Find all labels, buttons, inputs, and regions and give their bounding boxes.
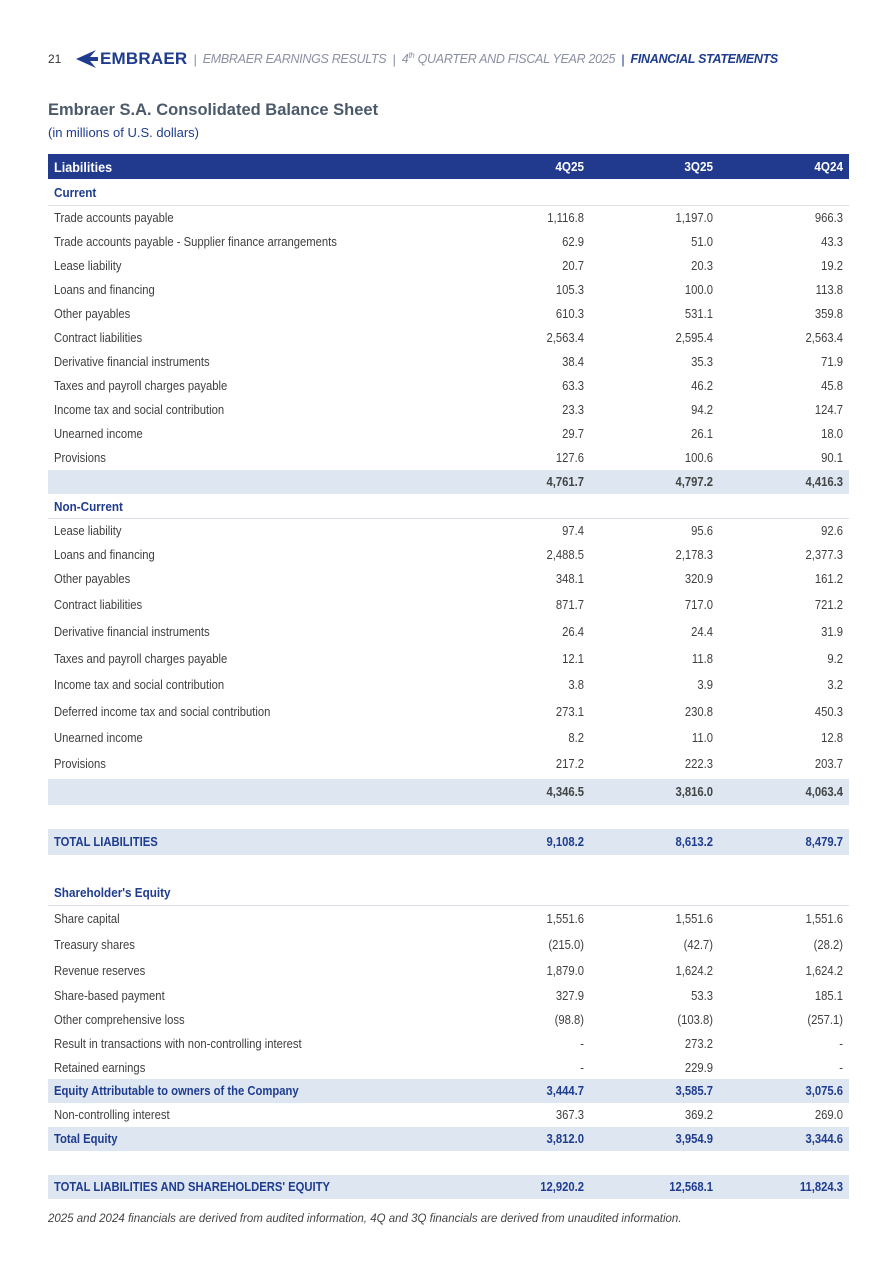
footnote: 2025 and 2024 financials are derived from audited information, 4Q and 3Q financials are derived from unaudited information. bbox=[48, 1213, 682, 1225]
table-row bbox=[48, 302, 849, 326]
row-label: Income tax and social contribution bbox=[54, 678, 225, 692]
value-4q25: 63.3 bbox=[562, 379, 584, 393]
row-label: Share capital bbox=[54, 911, 120, 926]
value-4q25: 12.1 bbox=[562, 651, 584, 666]
row-label: TOTAL LIABILITIES AND SHAREHOLDERS' EQUITY bbox=[54, 1180, 331, 1194]
value-4q24: (28.2) bbox=[813, 937, 843, 952]
table-row bbox=[48, 567, 849, 591]
row-label: Treasury shares bbox=[54, 937, 135, 952]
table-row bbox=[48, 645, 849, 672]
value-4q25: 367.3 bbox=[555, 1108, 584, 1122]
value-4q25: 327.9 bbox=[555, 989, 584, 1003]
column-header-4q24: 4Q24 bbox=[814, 159, 843, 174]
value-4q25: 8.2 bbox=[568, 731, 584, 745]
value-3q25: 11.0 bbox=[691, 731, 713, 745]
value-3q25: (42.7) bbox=[683, 937, 713, 952]
value-4q25: 3.8 bbox=[568, 678, 584, 692]
value-3q25: 100.6 bbox=[684, 451, 713, 465]
value-4q24: (257.1) bbox=[807, 1013, 843, 1027]
row-label: Current bbox=[54, 184, 97, 200]
row-label: Provisions bbox=[54, 757, 106, 771]
value-3q25: 320.9 bbox=[684, 572, 713, 586]
value-4q24: 2,563.4 bbox=[805, 331, 843, 345]
table-row bbox=[48, 206, 849, 230]
table-row bbox=[48, 1056, 849, 1079]
value-4q24: - bbox=[839, 1060, 843, 1075]
row-label: Taxes and payroll charges payable bbox=[54, 651, 228, 666]
table-row bbox=[48, 398, 849, 422]
value-3q25: 531.1 bbox=[684, 307, 713, 321]
value-4q24: 3,344.6 bbox=[805, 1132, 843, 1146]
value-4q25: 3,812.0 bbox=[546, 1132, 584, 1146]
header-period bbox=[402, 51, 615, 66]
value-4q24: 92.6 bbox=[821, 524, 843, 538]
value-4q25: 62.9 bbox=[562, 235, 584, 249]
row-label: Contract liabilities bbox=[54, 598, 143, 612]
table-row bbox=[48, 543, 849, 567]
row-label: Other payables bbox=[54, 307, 131, 321]
section-heading-equity bbox=[48, 879, 849, 906]
value-3q25: 24.4 bbox=[691, 625, 713, 639]
value-3q25: 3,816.0 bbox=[675, 785, 713, 799]
value-4q24: 966.3 bbox=[814, 211, 843, 225]
value-4q24: 9.2 bbox=[827, 651, 843, 666]
value-4q24: 161.2 bbox=[814, 572, 843, 586]
table-row bbox=[48, 672, 849, 698]
row-label: Share-based payment bbox=[54, 989, 165, 1003]
value-4q25: 26.4 bbox=[562, 625, 584, 639]
table-row bbox=[48, 984, 849, 1008]
balance-sheet-table bbox=[48, 154, 849, 1199]
table-row bbox=[48, 278, 849, 302]
value-3q25: (103.8) bbox=[677, 1013, 713, 1027]
value-4q25: 610.3 bbox=[555, 307, 584, 321]
value-4q25: 29.7 bbox=[562, 427, 584, 441]
row-label: Equity Attributable to owners of the Company bbox=[54, 1084, 299, 1098]
value-3q25: 12,568.1 bbox=[669, 1180, 713, 1194]
value-4q25: 871.7 bbox=[555, 598, 584, 612]
value-3q25: 273.2 bbox=[684, 1037, 713, 1051]
row-label: Shareholder's Equity bbox=[54, 884, 171, 900]
row-label: Income tax and social contribution bbox=[54, 403, 225, 417]
logo-text: EMBRAER bbox=[100, 49, 188, 68]
value-3q25: 100.0 bbox=[684, 283, 713, 297]
total-liabilities-row bbox=[48, 829, 849, 855]
row-label: Lease liability bbox=[54, 259, 122, 273]
equity-attributable-row bbox=[48, 1079, 849, 1103]
value-4q25: 4,761.7 bbox=[546, 475, 584, 489]
header-separator: | bbox=[621, 51, 625, 67]
value-4q25: 20.7 bbox=[562, 259, 584, 273]
value-4q25: (215.0) bbox=[548, 937, 584, 952]
table-row bbox=[48, 1008, 849, 1032]
value-4q24: 185.1 bbox=[814, 989, 843, 1003]
value-4q25: 105.3 bbox=[555, 283, 584, 297]
table-row bbox=[48, 751, 849, 777]
value-4q24: 269.0 bbox=[814, 1108, 843, 1122]
value-4q24: 4,063.4 bbox=[805, 785, 843, 799]
value-3q25: 230.8 bbox=[684, 704, 713, 719]
row-label: Derivative financial instruments bbox=[54, 355, 210, 369]
value-4q25: 217.2 bbox=[555, 757, 584, 771]
value-4q24: 11,824.3 bbox=[799, 1180, 843, 1194]
value-3q25: 46.2 bbox=[691, 379, 713, 393]
value-4q25: 97.4 bbox=[562, 524, 584, 538]
value-4q24: 203.7 bbox=[814, 757, 843, 771]
value-3q25: 26.1 bbox=[691, 427, 713, 441]
value-4q25: 127.6 bbox=[555, 451, 584, 465]
table-row bbox=[48, 326, 849, 350]
noncontrolling-interest-row bbox=[48, 1103, 849, 1127]
value-4q24: - bbox=[839, 1037, 843, 1051]
value-4q25: 9,108.2 bbox=[546, 835, 584, 849]
value-3q25: 94.2 bbox=[691, 403, 713, 417]
value-3q25: 2,178.3 bbox=[675, 548, 713, 562]
header-period-text: QUARTER AND FISCAL YEAR 2025 bbox=[414, 52, 616, 67]
table-row bbox=[48, 350, 849, 374]
value-4q25: 4,346.5 bbox=[546, 785, 584, 799]
value-4q24: 71.9 bbox=[821, 355, 843, 369]
value-4q25: 23.3 bbox=[562, 403, 584, 417]
header-period-number: 4 bbox=[401, 52, 409, 67]
row-label: Deferred income tax and social contribution bbox=[54, 704, 271, 719]
header-period-sup: th bbox=[408, 51, 415, 61]
embraer-arrow-icon bbox=[74, 49, 98, 69]
table-row bbox=[48, 1032, 849, 1056]
value-4q24: 721.2 bbox=[814, 598, 843, 612]
row-label: Other comprehensive loss bbox=[54, 1013, 185, 1027]
value-3q25: 3,585.7 bbox=[675, 1084, 713, 1098]
row-label: Trade accounts payable - Supplier finance arrangements bbox=[54, 235, 337, 249]
value-3q25: 35.3 bbox=[691, 355, 713, 369]
value-4q25: 2,488.5 bbox=[546, 548, 584, 562]
table-row bbox=[48, 931, 849, 958]
row-label: Non-Current bbox=[54, 498, 123, 514]
column-header-label: Liabilities bbox=[54, 158, 113, 175]
table-row bbox=[48, 519, 849, 543]
row-label: Unearned income bbox=[54, 731, 143, 745]
row-label: Other payables bbox=[54, 572, 131, 586]
value-4q24: 2,377.3 bbox=[805, 548, 843, 562]
value-4q24: 3.2 bbox=[827, 678, 843, 692]
value-3q25: 3,954.9 bbox=[675, 1132, 713, 1146]
table-row bbox=[48, 374, 849, 398]
embraer-logo bbox=[74, 49, 187, 69]
row-label: Lease liability bbox=[54, 524, 122, 538]
row-label: Taxes and payroll charges payable bbox=[54, 379, 228, 393]
table-row bbox=[48, 422, 849, 446]
header-separator: | bbox=[392, 51, 396, 67]
table-header-row bbox=[48, 154, 849, 179]
value-4q25: (98.8) bbox=[554, 1013, 584, 1027]
table-row bbox=[48, 254, 849, 278]
header-report-name: EMBRAER EARNINGS RESULTS bbox=[202, 52, 387, 66]
row-label: Non-controlling interest bbox=[54, 1108, 170, 1122]
row-label: Loans and financing bbox=[54, 283, 155, 297]
table-row bbox=[48, 591, 849, 619]
row-label: Revenue reserves bbox=[54, 964, 146, 978]
value-4q25: - bbox=[580, 1060, 584, 1075]
value-3q25: 95.6 bbox=[691, 524, 713, 538]
value-3q25: 717.0 bbox=[684, 598, 713, 612]
value-4q24: 1,551.6 bbox=[805, 911, 843, 926]
value-3q25: 1,551.6 bbox=[675, 911, 713, 926]
value-3q25: 4,797.2 bbox=[675, 475, 713, 489]
value-4q24: 113.8 bbox=[815, 283, 843, 297]
value-4q25: 1,551.6 bbox=[546, 911, 584, 926]
value-4q25: 273.1 bbox=[555, 704, 584, 719]
table-row bbox=[48, 725, 849, 751]
row-label: Trade accounts payable bbox=[54, 211, 174, 225]
value-3q25: 8,613.2 bbox=[675, 835, 713, 849]
page-subtitle: (in millions of U.S. dollars) bbox=[48, 125, 199, 140]
value-4q24: 90.1 bbox=[821, 451, 843, 465]
value-4q24: 4,416.3 bbox=[805, 475, 843, 489]
value-4q25: - bbox=[580, 1037, 584, 1051]
row-label: Loans and financing bbox=[54, 548, 155, 562]
value-3q25: 11.8 bbox=[691, 651, 713, 666]
value-4q25: 12,920.2 bbox=[540, 1180, 584, 1194]
row-label: Contract liabilities bbox=[54, 331, 143, 345]
value-3q25: 1,624.2 bbox=[675, 964, 713, 978]
value-4q24: 19.2 bbox=[821, 259, 843, 273]
value-4q24: 124.7 bbox=[814, 403, 843, 417]
table-row bbox=[48, 698, 849, 725]
value-4q25: 3,444.7 bbox=[546, 1084, 584, 1098]
value-3q25: 3.9 bbox=[697, 678, 713, 692]
column-header-4q25: 4Q25 bbox=[555, 159, 584, 174]
value-4q25: 38.4 bbox=[562, 355, 584, 369]
column-header-3q25: 3Q25 bbox=[684, 159, 713, 174]
table-row bbox=[48, 906, 849, 931]
value-4q24: 359.8 bbox=[814, 307, 843, 321]
table-row bbox=[48, 619, 849, 645]
total-equity-row bbox=[48, 1127, 849, 1151]
section-heading-noncurrent bbox=[48, 494, 849, 519]
value-3q25: 369.2 bbox=[684, 1108, 713, 1122]
section-heading-current bbox=[48, 179, 849, 206]
value-3q25: 53.3 bbox=[691, 989, 713, 1003]
value-3q25: 51.0 bbox=[691, 235, 713, 249]
value-4q25: 1,116.8 bbox=[547, 211, 584, 225]
value-4q24: 45.8 bbox=[821, 379, 843, 393]
value-4q24: 18.0 bbox=[821, 427, 843, 441]
value-4q24: 3,075.6 bbox=[805, 1084, 843, 1098]
page-number: 21 bbox=[48, 52, 62, 66]
header-separator: | bbox=[193, 51, 197, 67]
row-label: Derivative financial instruments bbox=[54, 625, 210, 639]
table-row bbox=[48, 958, 849, 984]
value-4q24: 8,479.7 bbox=[805, 835, 843, 849]
page-title: Embraer S.A. Consolidated Balance Sheet bbox=[48, 101, 379, 119]
row-label: Unearned income bbox=[54, 427, 143, 441]
row-label: Retained earnings bbox=[54, 1060, 146, 1075]
page-header bbox=[48, 44, 778, 74]
value-4q25: 2,563.4 bbox=[546, 331, 584, 345]
value-4q24: 12.8 bbox=[821, 731, 843, 745]
value-4q24: 43.3 bbox=[821, 235, 843, 249]
value-4q24: 31.9 bbox=[821, 625, 843, 639]
row-label: Total Equity bbox=[54, 1132, 118, 1146]
subtotal-noncurrent-row bbox=[48, 779, 849, 805]
table-row bbox=[48, 230, 849, 254]
subtotal-current-row bbox=[48, 470, 849, 494]
table-row bbox=[48, 446, 849, 470]
grand-total-row bbox=[48, 1175, 849, 1199]
value-4q24: 1,624.2 bbox=[805, 964, 843, 978]
value-3q25: 222.3 bbox=[684, 757, 713, 771]
row-label: TOTAL LIABILITIES bbox=[54, 835, 158, 849]
row-label: Provisions bbox=[54, 451, 106, 465]
value-3q25: 229.9 bbox=[684, 1060, 713, 1075]
row-label: Result in transactions with non-controlling interest bbox=[54, 1037, 302, 1051]
value-3q25: 1,197.0 bbox=[675, 211, 713, 225]
header-section: FINANCIAL STATEMENTS bbox=[630, 52, 778, 66]
value-4q25: 348.1 bbox=[555, 572, 584, 586]
value-3q25: 2,595.4 bbox=[675, 331, 713, 345]
value-4q25: 1,879.0 bbox=[546, 964, 584, 978]
value-3q25: 20.3 bbox=[691, 259, 713, 273]
value-4q24: 450.3 bbox=[814, 704, 843, 719]
